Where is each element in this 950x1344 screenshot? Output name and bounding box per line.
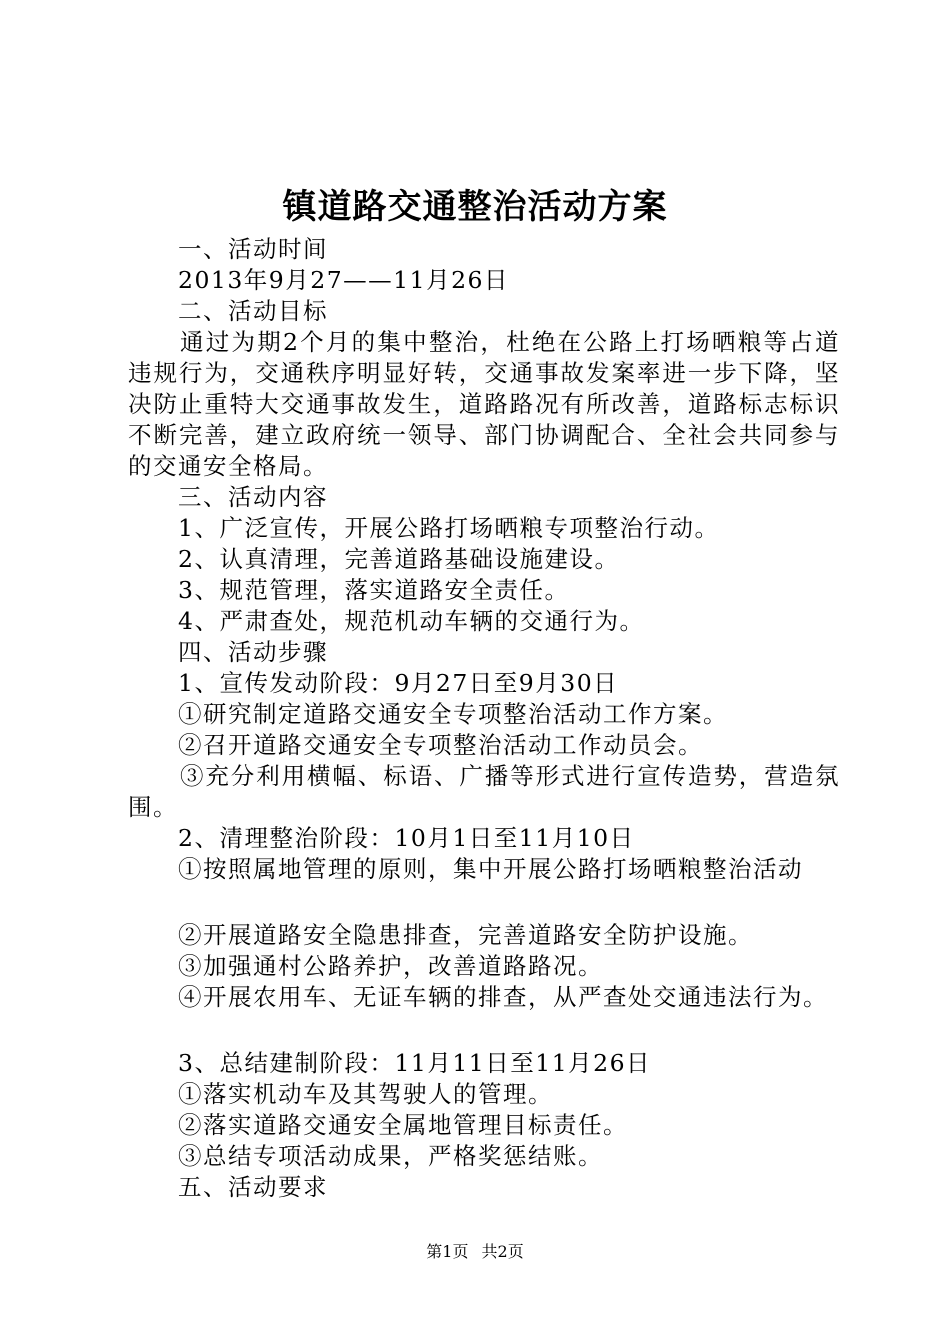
section-1-heading: 一、活动时间 xyxy=(178,235,328,263)
stage-3-item: ②落实道路交通安全属地管理目标责任。 xyxy=(178,1111,628,1139)
stage-3-item: ①落实机动车及其驾驶人的管理。 xyxy=(178,1080,553,1108)
page-number: 第1页 xyxy=(426,1242,469,1261)
stage-1-title: 1、宣传发动阶段：9月27日至9月30日 xyxy=(178,669,619,697)
stage-2-item: ①按照属地管理的原则，集中开展公路打场晒粮整治活动 xyxy=(178,855,803,883)
stage-1-item: ②召开道路交通安全专项整治活动工作动员会。 xyxy=(178,731,703,759)
content-item: 1、广泛宣传，开展公路打场晒粮专项整治行动。 xyxy=(178,514,720,542)
goal-paragraph: 通过为期2个月的集中整治，杜绝在公路上打场晒粮等占道违规行为，交通秩序明显好转，交通事故发案率进一步下降，坚决防止重特大交通事故发生，道路路况有所改善，道路标志标识不断完善，建立政府统一领导、部门协调配合、全社会共同参与的交通安全格局。 xyxy=(128,328,840,480)
section-3-heading: 三、活动内容 xyxy=(178,483,328,511)
stage-3-title: 3、总结建制阶段：11月11日至11月26日 xyxy=(178,1049,652,1077)
section-2-heading: 二、活动目标 xyxy=(178,297,328,325)
blank-line xyxy=(128,885,840,920)
content-item: 3、规范管理，落实道路安全责任。 xyxy=(178,576,570,604)
page-footer xyxy=(0,1241,950,1263)
section-5-heading: 五、活动要求 xyxy=(178,1173,328,1201)
stage-2-item: ④开展农用车、无证车辆的排查，从严查处交通违法行为。 xyxy=(178,983,828,1011)
stage-1-item: ①研究制定道路交通安全专项整治活动工作方案。 xyxy=(178,700,728,728)
stage-2-item: ③加强通村公路养护，改善道路路况。 xyxy=(178,952,603,980)
stage-2-title: 2、清理整治阶段：10月1日至11月10日 xyxy=(178,824,635,852)
document-body xyxy=(128,234,840,1203)
stage-3-item: ③总结专项活动成果，严格奖惩结账。 xyxy=(178,1142,603,1170)
stage-1-item: ③充分利用横幅、标语、广播等形式进行宣传造势，营造氛围。 xyxy=(128,762,840,821)
section-4-heading: 四、活动步骤 xyxy=(178,638,328,666)
content-item: 2、认真清理，完善道路基础设施建设。 xyxy=(178,545,620,573)
blank-line xyxy=(128,1013,840,1048)
content-item: 4、严肃查处，规范机动车辆的交通行为。 xyxy=(178,607,645,635)
document-title: 镇道路交通整治活动方案 xyxy=(282,187,668,227)
activity-date: 2013年9月27——11月26日 xyxy=(178,266,509,294)
stage-2-item: ②开展道路安全隐患排查，完善道路安全防护设施。 xyxy=(178,921,753,949)
page-total: 共2页 xyxy=(481,1242,524,1261)
